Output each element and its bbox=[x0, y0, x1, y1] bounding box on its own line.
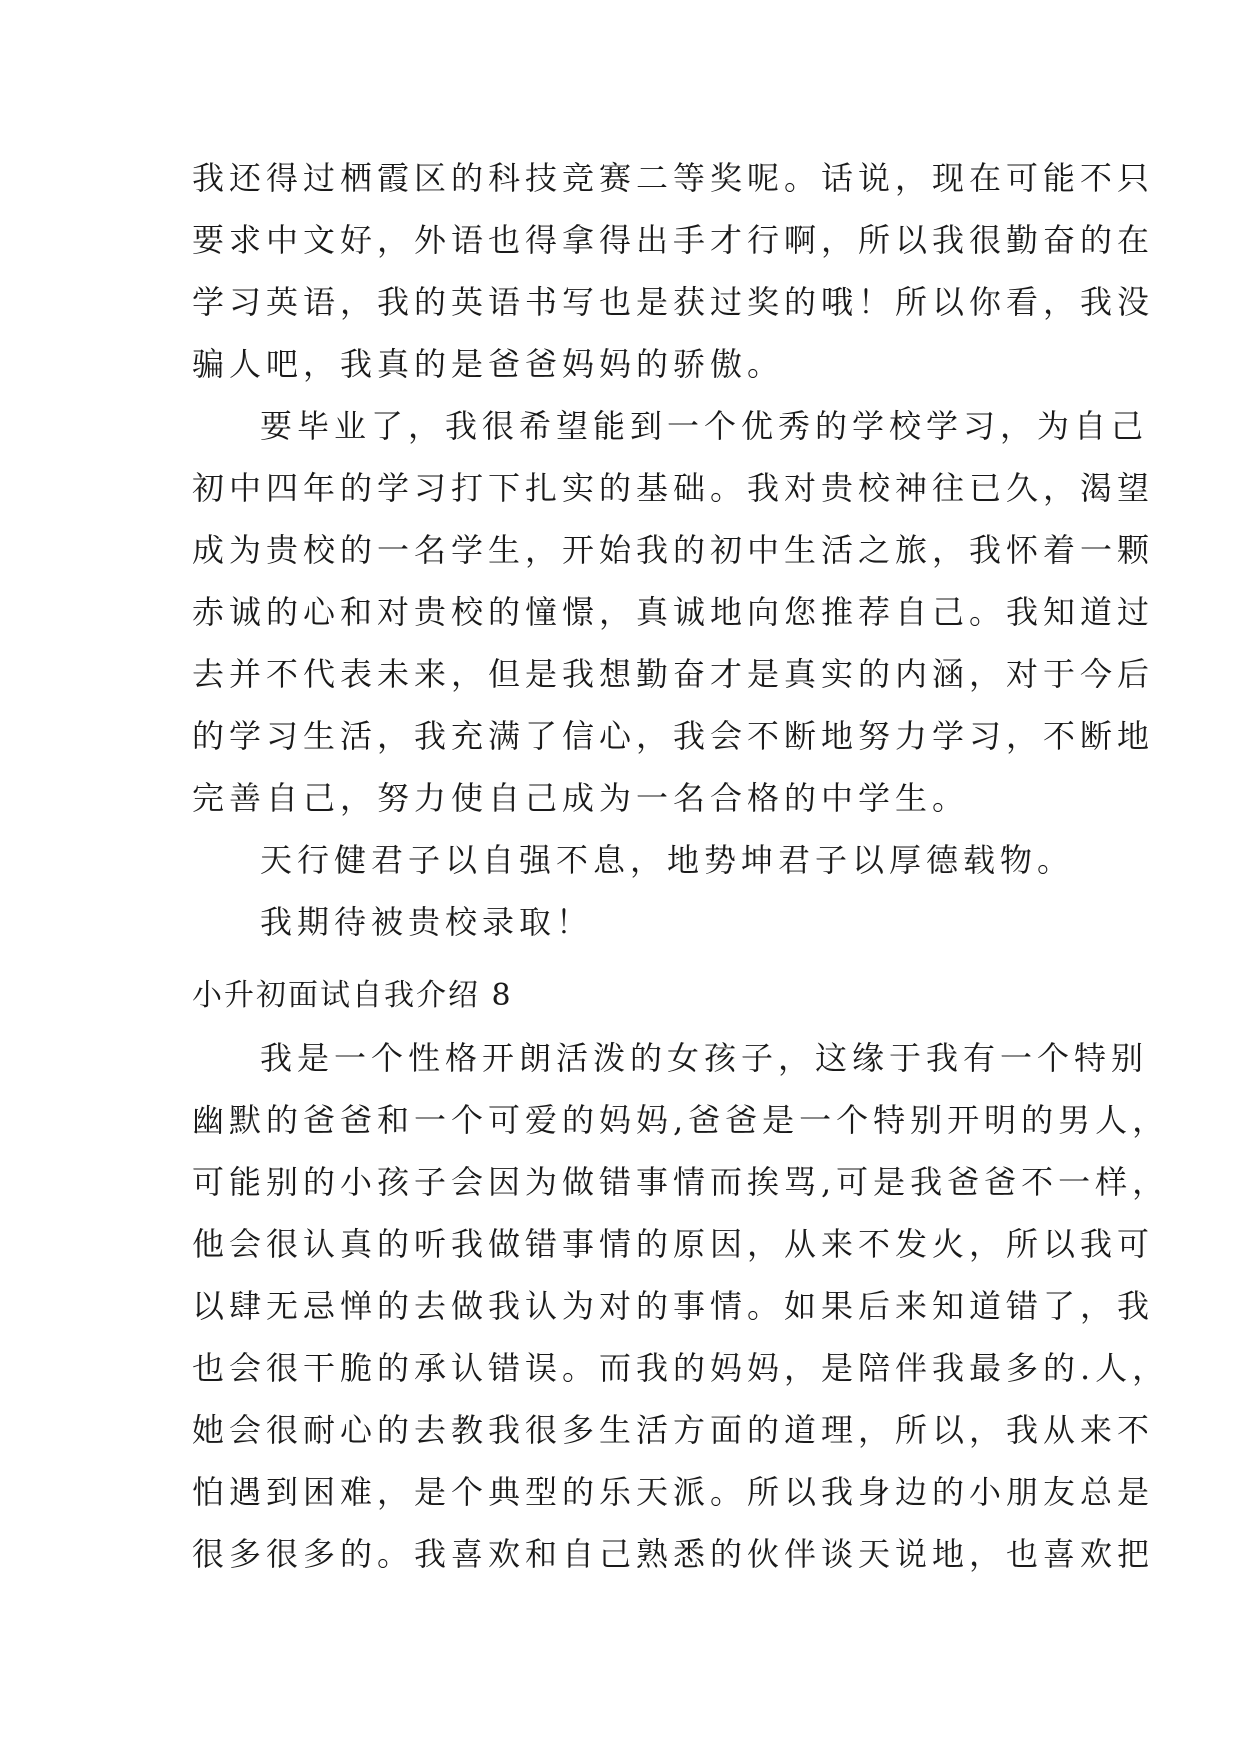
section-heading: 小升初面试自我介绍 8 bbox=[192, 978, 513, 1013]
text-line: 也会很干脆的承认错误。而我的妈妈，是陪伴我最多的.人， bbox=[192, 1349, 1170, 1387]
text-line: 天行健君子以自强不息，地势坤君子以厚德载物。 bbox=[260, 841, 1075, 879]
text-line: 完善自己，努力使自己成为一名合格的中学生。 bbox=[192, 779, 970, 817]
text-line: 可能别的小孩子会因为做错事情而挨骂,可是我爸爸不一样， bbox=[192, 1163, 1170, 1201]
text-line: 成为贵校的一名学生，开始我的初中生活之旅，我怀着一颗 bbox=[192, 531, 1155, 569]
section-heading-block bbox=[192, 965, 1060, 1027]
text-line: 以肆无忌惮的去做我认为对的事情。如果后来知道错了，我 bbox=[192, 1287, 1155, 1325]
text-line: 我还得过栖霞区的科技竞赛二等奖呢。话说，现在可能不只 bbox=[192, 159, 1155, 197]
text-line: 怕遇到困难，是个典型的乐天派。所以我身边的小朋友总是 bbox=[192, 1473, 1155, 1511]
text-line: 他会很认真的听我做错事情的原因，从来不发火，所以我可 bbox=[192, 1225, 1155, 1263]
body-text-top bbox=[192, 147, 1155, 953]
text-line: 的学习生活，我充满了信心，我会不断地努力学习，不断地 bbox=[192, 717, 1155, 755]
text-line: 骗人吧，我真的是爸爸妈妈的骄傲。 bbox=[192, 345, 785, 383]
text-line: 赤诚的心和对贵校的憧憬，真诚地向您推荐自己。我知道过 bbox=[192, 593, 1155, 631]
text-line: 幽默的爸爸和一个可爱的妈妈,爸爸是一个特别开明的男人， bbox=[192, 1101, 1170, 1139]
text-line: 我期待被贵校录取！ bbox=[260, 903, 594, 941]
text-line: 学习英语，我的英语书写也是获过奖的哦！所以你看，我没 bbox=[192, 283, 1155, 321]
text-line: 去并不代表未来，但是我想勤奋才是真实的内涵，对于今后 bbox=[192, 655, 1155, 693]
text-line: 她会很耐心的去教我很多生活方面的道理，所以，我从来不 bbox=[192, 1411, 1155, 1449]
text-line: 要毕业了，我很希望能到一个优秀的学校学习，为自己 bbox=[260, 407, 1149, 445]
text-line: 初中四年的学习打下扎实的基础。我对贵校神往已久，渴望 bbox=[192, 469, 1155, 507]
text-line: 要求中文好，外语也得拿得出手才行啊，所以我很勤奋的在 bbox=[192, 221, 1155, 259]
text-line: 我是一个性格开朗活泼的女孩子，这缘于我有一个特别 bbox=[260, 1039, 1149, 1077]
text-line: 很多很多的。我喜欢和自己熟悉的伙伴谈天说地，也喜欢把 bbox=[192, 1535, 1155, 1573]
body-text-bottom bbox=[192, 1027, 1170, 1585]
